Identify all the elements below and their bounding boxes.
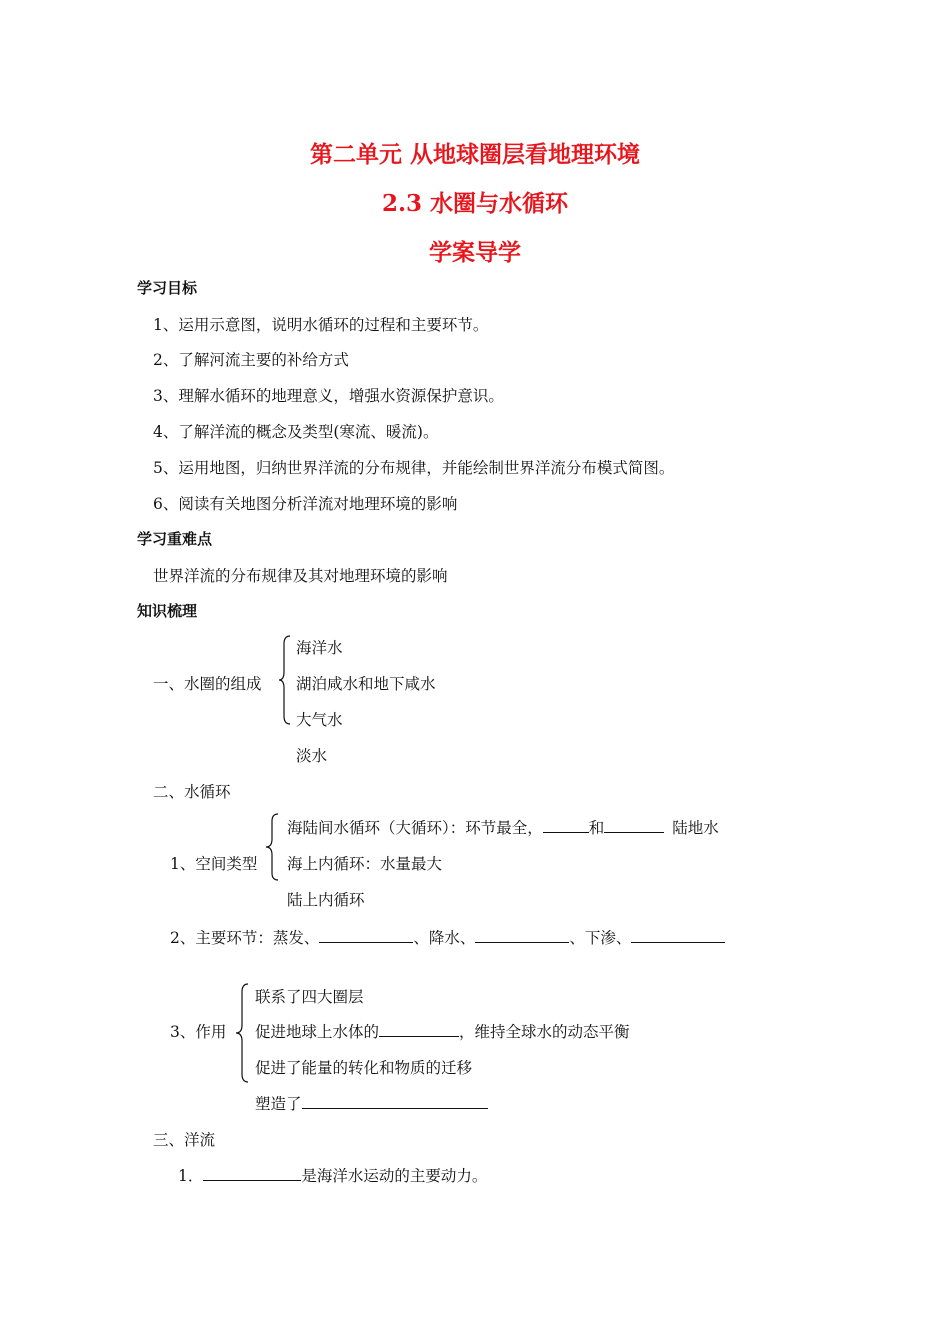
links-text-c: 、下渗、 — [569, 929, 632, 947]
space-item-1-text: 海陆间水循环（大循环）：环节最全， — [287, 819, 543, 837]
space-item-3: 陆上内循环 — [287, 891, 365, 909]
cycle-label: 二、水循环 — [153, 783, 231, 801]
composition-item: 湖泊咸水和地下咸水 — [296, 675, 436, 693]
links-text-b: 、降水、 — [413, 929, 476, 947]
composition-extra: 淡水 — [296, 747, 328, 765]
currents-item-1-text: 是海洋水运动的主要动力。 — [301, 1167, 488, 1185]
goal-item: 5、运用地图，归纳世界洋流的分布规律，并能绘制世界洋流分布模式简图。 — [153, 459, 675, 477]
keypoints-text: 世界洋流的分布规律及其对地理环境的影响 — [153, 567, 448, 585]
keypoints-heading: 学习重难点 — [137, 530, 213, 548]
knowledge-heading: 知识梳理 — [137, 602, 198, 620]
blank-field[interactable] — [302, 1093, 488, 1109]
goal-item: 3、理解水循环的地理意义，增强水资源保护意识。 — [153, 387, 504, 405]
space-item-1 — [287, 816, 719, 838]
currents-label: 三、洋流 — [153, 1131, 216, 1149]
goal-item: 2、了解河流主要的补给方式 — [153, 351, 349, 369]
lesson-title: 2.3 水圈与水循环 — [381, 190, 569, 217]
blank-field[interactable] — [604, 817, 664, 833]
composition-item: 海洋水 — [296, 639, 343, 657]
goal-item: 6、阅读有关地图分析洋流对地理环境的影响 — [153, 495, 458, 513]
unit-title: 第二单元 从地球圈层看地理环境 — [309, 141, 640, 168]
effects-item-2-text: 促进地球上水体的 — [255, 1023, 380, 1041]
effects-item-2 — [255, 1020, 630, 1042]
blank-field[interactable] — [203, 1165, 301, 1181]
composition-label: 一、水圈的组成 — [153, 675, 262, 693]
blank-field[interactable] — [543, 817, 589, 833]
effects-item-2-tail: ，维持全球水的动态平衡 — [459, 1023, 630, 1041]
space-item-2: 海上内循环：水量最大 — [287, 855, 443, 873]
effects-label: 3、作用 — [170, 1023, 227, 1041]
effects-item-4-text: 塑造了 — [255, 1095, 302, 1113]
space-type-label: 1、空间类型 — [170, 855, 258, 873]
goal-item: 4、了解洋流的概念及类型(寒流、暖流)。 — [153, 423, 439, 441]
page-subtitle: 学案导学 — [429, 239, 521, 266]
currents-item-1-num: 1． — [178, 1167, 204, 1185]
brace-effects — [235, 982, 251, 1084]
composition-item: 大气水 — [296, 711, 343, 729]
effects-item-4 — [255, 1092, 488, 1114]
blank-field[interactable] — [319, 927, 413, 943]
goal-item: 1、运用示意图，说明水循环的过程和主要环节。 — [153, 316, 489, 334]
links-text-a: 2、主要环节：蒸发、 — [170, 929, 320, 947]
space-item-1-and: 和 — [588, 819, 605, 837]
brace-composition — [278, 634, 294, 726]
effects-item-1: 联系了四大圈层 — [255, 988, 364, 1006]
links-row — [170, 926, 725, 948]
effects-item-3: 促进了能量的转化和物质的迁移 — [255, 1059, 473, 1077]
blank-field[interactable] — [379, 1021, 459, 1037]
brace-space-type — [265, 812, 281, 882]
space-item-1-tail: 陆地水 — [672, 819, 719, 837]
blank-field[interactable] — [475, 927, 569, 943]
goals-heading: 学习目标 — [137, 279, 198, 297]
blank-field[interactable] — [631, 927, 725, 943]
currents-item-1 — [178, 1164, 487, 1186]
